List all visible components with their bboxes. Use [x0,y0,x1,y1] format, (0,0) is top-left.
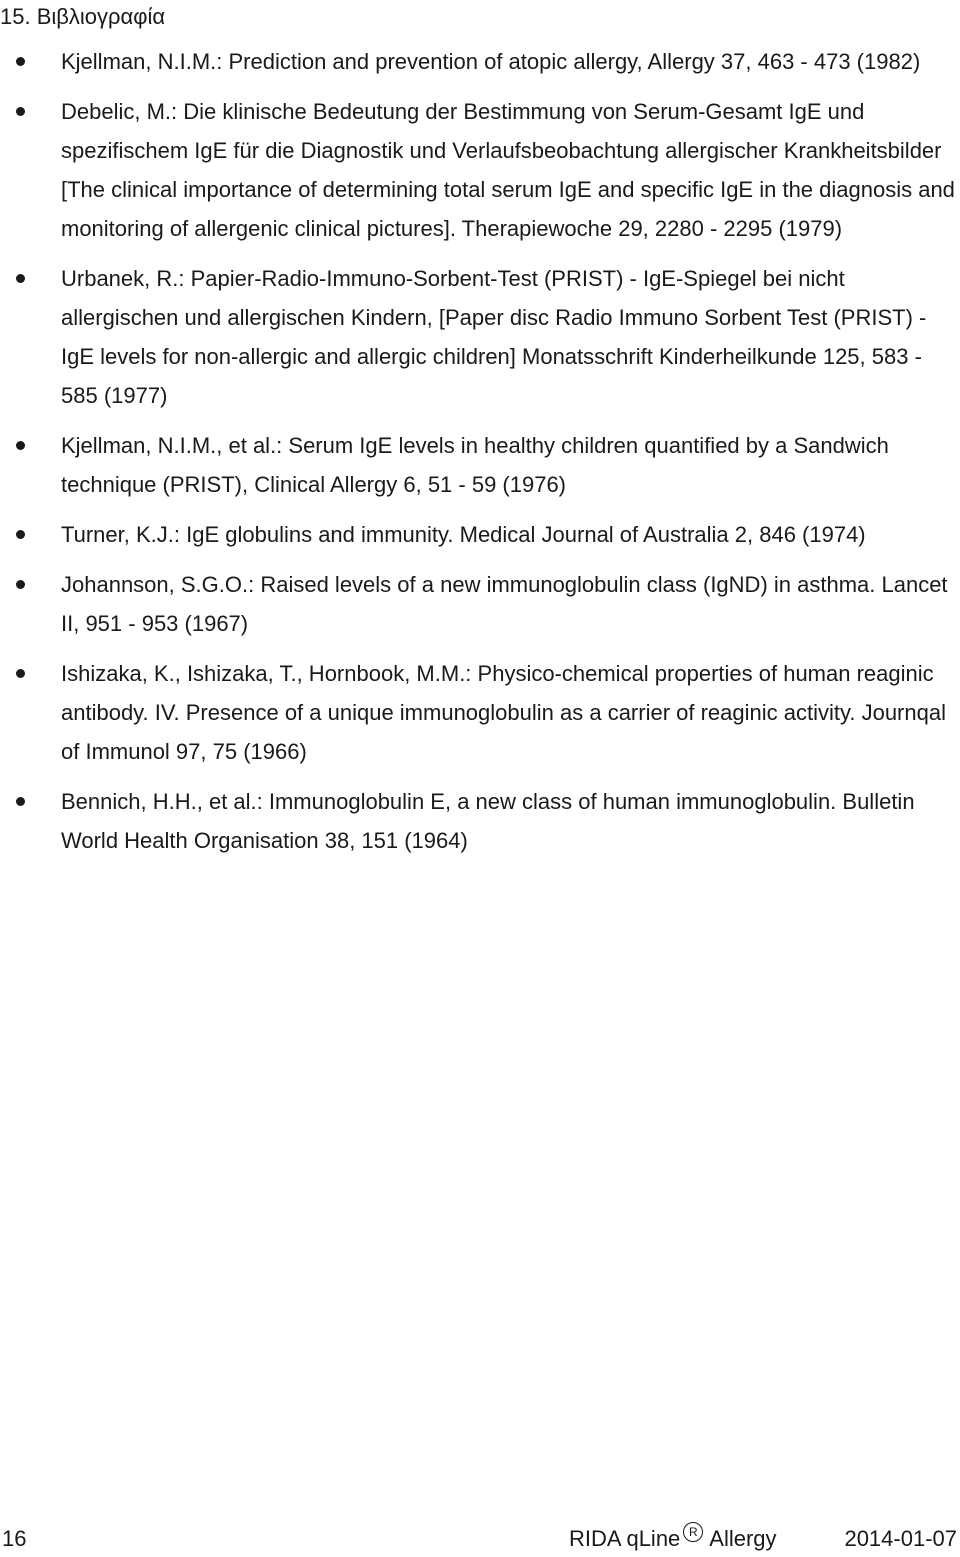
section-heading: 15. Βιβλιογραφία [0,4,166,29]
product-name: RIDA qLine [569,1526,681,1551]
reference-text: Kjellman, N.I.M., et al.: Serum IgE levels in healthy children quantified by a Sandwich technique (PRIST), Clinical Allergy 6, 51 - 59 (1976) [61,433,889,497]
reference-text: Urbanek, R.: Papier-Radio-Immuno-Sorbent-Test (PRIST) - IgE-Spiegel bei nicht allergischen und allergischen Kindern, [Paper disc Radio Immuno Sorbent Test (PRIST) - IgE levels for non-allergic and allergic children] Monatsschrift Kinderheilkunde 125, 583 - 585 (1977) [61,266,927,408]
reference-text: Johannson, S.G.O.: Raised levels of a new immunoglobulin class (IgND) in asthma. Lancet II, 951 - 953 (1967) [61,572,948,636]
product-suffix: Allergy [709,1526,777,1551]
bullet-icon [16,669,25,678]
document-date: 2014-01-07 [844,1526,957,1551]
product-title [569,1521,777,1557]
bullet-icon [16,797,25,806]
reference-item [0,782,960,860]
reference-text: Bennich, H.H., et al.: Immunoglobulin E, a new class of human immunoglobulin. Bulletin World Health Organisation 38, 151 (1964) [61,789,915,853]
reference-item [0,515,960,554]
reference-text: Turner, K.J.: IgE globulins and immunity. Medical Journal of Australia 2, 846 (1974) [61,522,866,547]
reference-list [0,42,960,871]
bullet-icon [16,107,25,116]
bullet-icon [16,530,25,539]
bullet-icon [16,57,25,66]
reference-text: Ishizaka, K., Ishizaka, T., Hornbook, M.M.: Physico-chemical properties of human reaginic antibody. IV. Presence of a unique immunoglobulin as a carrier of reaginic activity. Journqal of Immunol 97, 75 (1966) [61,661,946,764]
reference-item [0,92,960,248]
reference-item [0,654,960,771]
registered-trademark-icon: R [683,1522,703,1542]
reference-text: Debelic, M.: Die klinische Bedeutung der Bestimmung von Serum-Gesamt IgE und spezifischem IgE für die Diagnostik und Verlaufsbeobachtung allergischer Krankheitsbilder [The clinical importance of determining total serum IgE and specific IgE in the diagnosis and monitoring of allergenic clinical pictures]. Therapiewoche 29, 2280 - 2295 (1979) [61,99,955,241]
bullet-icon [16,274,25,283]
bullet-icon [16,441,25,450]
reference-item [0,565,960,643]
page-number: 16 [2,1526,27,1551]
reference-item [0,259,960,415]
page-footer [0,1521,960,1557]
reference-text: Kjellman, N.I.M.: Prediction and prevention of atopic allergy, Allergy 37, 463 - 473 (1982) [61,49,921,74]
reference-item [0,426,960,504]
reference-item [0,42,960,81]
bullet-icon [16,580,25,589]
